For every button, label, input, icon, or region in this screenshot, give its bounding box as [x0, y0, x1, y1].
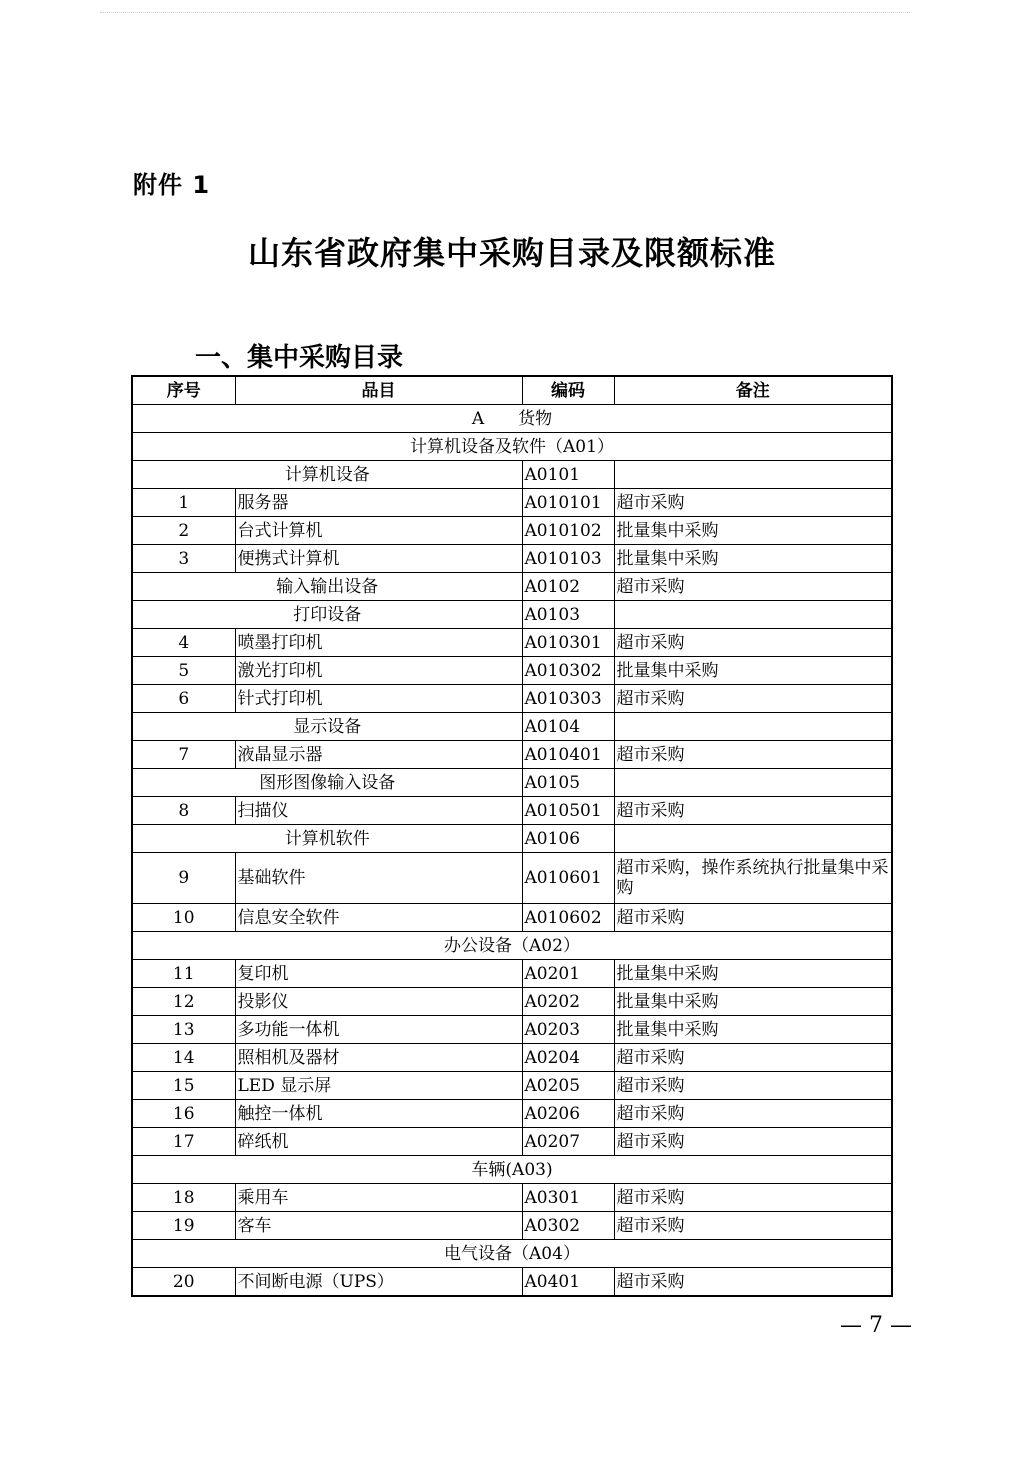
row-item: 基础软件 [235, 853, 522, 904]
subcategory-code: A0101 [522, 461, 614, 489]
row-note: 批量集中采购 [614, 960, 892, 988]
row-code: A0205 [522, 1072, 614, 1100]
row-note: 超市采购，操作系统执行批量集中采购 [614, 853, 892, 904]
row-code: A010602 [522, 904, 614, 932]
table-subcategory-row [132, 713, 892, 741]
table-row [132, 1268, 892, 1297]
row-seq: 18 [132, 1184, 235, 1212]
subcategory-code: A0106 [522, 825, 614, 853]
row-item: 液晶显示器 [235, 741, 522, 769]
row-code: A010303 [522, 685, 614, 713]
row-item: LED 显示屏 [235, 1072, 522, 1100]
row-seq: 14 [132, 1044, 235, 1072]
subcategory-code: A0104 [522, 713, 614, 741]
subcategory-note [614, 461, 892, 489]
row-item: 复印机 [235, 960, 522, 988]
row-code: A010401 [522, 741, 614, 769]
row-code: A010501 [522, 797, 614, 825]
row-item: 乘用车 [235, 1184, 522, 1212]
row-code: A0302 [522, 1212, 614, 1240]
attachment-label: 附件 1 [133, 171, 211, 199]
row-note: 超市采购 [614, 685, 892, 713]
table-row [132, 517, 892, 545]
subcategory-name: 显示设备 [132, 713, 522, 741]
row-note: 超市采购 [614, 1184, 892, 1212]
header-note: 备注 [614, 376, 892, 405]
table-row [132, 685, 892, 713]
group-heading: A 货物 [132, 405, 892, 433]
table-row [132, 629, 892, 657]
document-title: 山东省政府集中采购目录及限额标准 [247, 234, 776, 272]
row-code: A0401 [522, 1268, 614, 1297]
table-group-row [132, 405, 892, 433]
row-seq: 2 [132, 517, 235, 545]
row-seq: 1 [132, 489, 235, 517]
row-note: 批量集中采购 [614, 1016, 892, 1044]
subcategory-name: 图形图像输入设备 [132, 769, 522, 797]
table-body [132, 405, 892, 1297]
row-code: A010601 [522, 853, 614, 904]
subcategory-note [614, 769, 892, 797]
table-row [132, 657, 892, 685]
table-row [132, 797, 892, 825]
subcategory-note [614, 713, 892, 741]
row-note: 超市采购 [614, 1044, 892, 1072]
table-row [132, 1072, 892, 1100]
row-note: 批量集中采购 [614, 988, 892, 1016]
table-row [132, 904, 892, 932]
group-heading: 车辆(A03) [132, 1156, 892, 1184]
row-item: 台式计算机 [235, 517, 522, 545]
group-heading: 计算机设备及软件（A01） [132, 433, 892, 461]
row-item: 客车 [235, 1212, 522, 1240]
subcategory-name: 计算机软件 [132, 825, 522, 853]
table-row [132, 741, 892, 769]
row-code: A0207 [522, 1128, 614, 1156]
row-code: A0204 [522, 1044, 614, 1072]
row-item: 便携式计算机 [235, 545, 522, 573]
row-item: 照相机及器材 [235, 1044, 522, 1072]
row-code: A010103 [522, 545, 614, 573]
procurement-catalog-table [131, 375, 893, 1297]
row-seq: 5 [132, 657, 235, 685]
table-row [132, 1016, 892, 1044]
row-item: 多功能一体机 [235, 1016, 522, 1044]
table-subcategory-row [132, 825, 892, 853]
row-code: A0206 [522, 1100, 614, 1128]
row-note: 批量集中采购 [614, 517, 892, 545]
row-code: A0201 [522, 960, 614, 988]
row-item: 扫描仪 [235, 797, 522, 825]
subcategory-code: A0105 [522, 769, 614, 797]
subcategory-code: A0102 [522, 573, 614, 601]
subcategory-note [614, 601, 892, 629]
row-note: 批量集中采购 [614, 545, 892, 573]
table-group-row [132, 1240, 892, 1268]
row-item: 激光打印机 [235, 657, 522, 685]
table-subcategory-row [132, 601, 892, 629]
row-seq: 19 [132, 1212, 235, 1240]
row-seq: 20 [132, 1268, 235, 1297]
table-group-row [132, 1156, 892, 1184]
group-heading: 电气设备（A04） [132, 1240, 892, 1268]
row-code: A010102 [522, 517, 614, 545]
subcategory-name: 打印设备 [132, 601, 522, 629]
row-note: 超市采购 [614, 904, 892, 932]
row-seq: 17 [132, 1128, 235, 1156]
subcategory-name: 输入输出设备 [132, 573, 522, 601]
row-item: 信息安全软件 [235, 904, 522, 932]
row-note: 超市采购 [614, 1268, 892, 1297]
header-item: 品目 [235, 376, 522, 405]
row-code: A0202 [522, 988, 614, 1016]
table-header-row [132, 376, 892, 405]
row-item: 喷墨打印机 [235, 629, 522, 657]
row-seq: 9 [132, 853, 235, 904]
table-row [132, 853, 892, 904]
table-subcategory-row [132, 769, 892, 797]
section-heading: 一、集中采购目录 [195, 343, 404, 373]
row-note: 超市采购 [614, 629, 892, 657]
row-seq: 8 [132, 797, 235, 825]
row-item: 碎纸机 [235, 1128, 522, 1156]
row-note: 超市采购 [614, 489, 892, 517]
table-subcategory-row [132, 461, 892, 489]
row-seq: 10 [132, 904, 235, 932]
table-group-row [132, 932, 892, 960]
row-code: A010301 [522, 629, 614, 657]
table-row [132, 960, 892, 988]
row-item: 触控一体机 [235, 1100, 522, 1128]
subcategory-note [614, 825, 892, 853]
row-seq: 4 [132, 629, 235, 657]
table-row [132, 545, 892, 573]
table-row [132, 1184, 892, 1212]
row-note: 超市采购 [614, 1100, 892, 1128]
row-item: 针式打印机 [235, 685, 522, 713]
row-item: 投影仪 [235, 988, 522, 1016]
row-seq: 7 [132, 741, 235, 769]
row-code: A010302 [522, 657, 614, 685]
page-number: — 7 — [840, 1313, 912, 1338]
table-row [132, 1100, 892, 1128]
table-row [132, 1128, 892, 1156]
subcategory-note: 超市采购 [614, 573, 892, 601]
scan-top-edge [100, 12, 910, 13]
table-row [132, 988, 892, 1016]
table-group-row [132, 433, 892, 461]
subcategory-name: 计算机设备 [132, 461, 522, 489]
row-item: 服务器 [235, 489, 522, 517]
row-note: 超市采购 [614, 1072, 892, 1100]
row-seq: 13 [132, 1016, 235, 1044]
row-note: 超市采购 [614, 1128, 892, 1156]
row-seq: 3 [132, 545, 235, 573]
header-seq: 序号 [132, 376, 235, 405]
row-item: 不间断电源（UPS） [235, 1268, 522, 1297]
table-subcategory-row [132, 573, 892, 601]
row-seq: 15 [132, 1072, 235, 1100]
table-row [132, 489, 892, 517]
row-code: A010101 [522, 489, 614, 517]
table-row [132, 1044, 892, 1072]
row-note: 超市采购 [614, 741, 892, 769]
row-code: A0301 [522, 1184, 614, 1212]
row-code: A0203 [522, 1016, 614, 1044]
subcategory-code: A0103 [522, 601, 614, 629]
row-seq: 16 [132, 1100, 235, 1128]
row-note: 超市采购 [614, 1212, 892, 1240]
row-note: 批量集中采购 [614, 657, 892, 685]
row-seq: 11 [132, 960, 235, 988]
group-heading: 办公设备（A02） [132, 932, 892, 960]
row-seq: 6 [132, 685, 235, 713]
row-note: 超市采购 [614, 797, 892, 825]
row-seq: 12 [132, 988, 235, 1016]
table-row [132, 1212, 892, 1240]
header-code: 编码 [522, 376, 614, 405]
